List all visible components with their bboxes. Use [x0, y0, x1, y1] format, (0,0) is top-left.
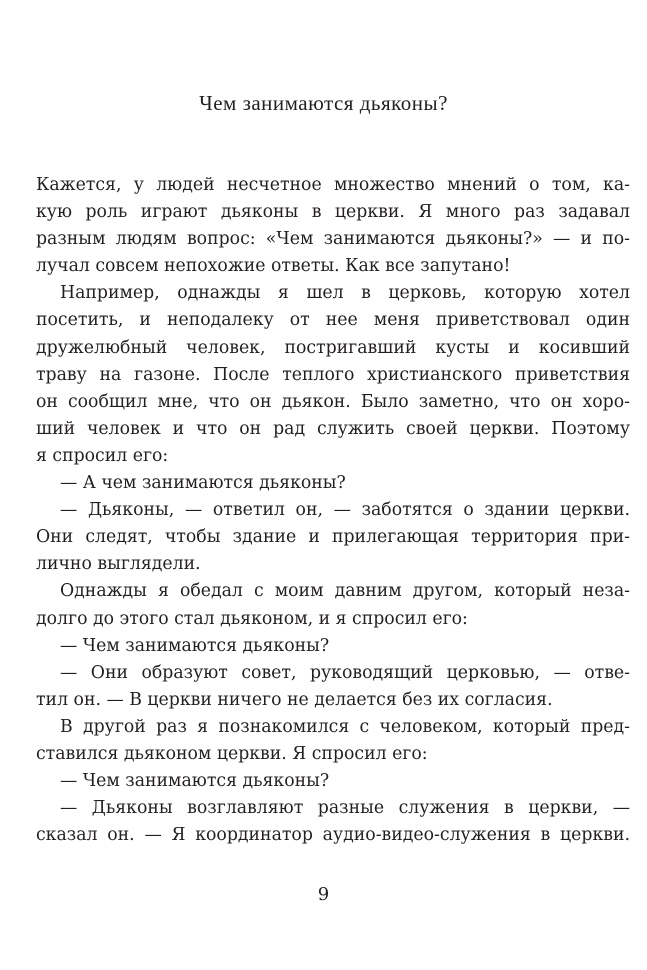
- text-line: сказал он. — Я координатор аудио-видео-служения в церкви.: [36, 825, 630, 846]
- text-line: — Дьяконы возглавляют разные служения в церкви, —: [60, 798, 630, 819]
- text-line: он сообщил мне, что он дьякон. Было заметно, что он хоро-: [36, 391, 630, 412]
- text-line: лично выглядели.: [36, 554, 201, 575]
- text-line: разным людям вопрос: «Чем занимаются дьяконы?» — и по-: [36, 229, 630, 250]
- text-line: — Чем занимаются дьяконы?: [60, 635, 330, 656]
- text-line: лучал совсем непохожие ответы. Как все запутано!: [36, 256, 511, 277]
- text-line: — Дьяконы, — ответил он, — заботятся о здании церкви.: [60, 500, 630, 521]
- text-line: траву на газоне. После теплого христианского приветствия: [36, 364, 630, 385]
- text-line: ставился дьяконом церкви. Я спросил его:: [36, 743, 428, 764]
- text-line: дружелюбный человек, постригавший кусты и косивший: [36, 337, 630, 358]
- text-line: кую роль играют дьяконы в церкви. Я много раз задавал: [36, 202, 630, 223]
- text-line: — Чем занимаются дьяконы?: [60, 771, 330, 792]
- body-text: [36, 172, 630, 849]
- page-number: 9: [317, 884, 330, 905]
- text-line: В другой раз я познакомился с человеком, который пред-: [60, 716, 630, 737]
- text-line: — А чем занимаются дьяконы?: [60, 473, 346, 494]
- chapter-title: Чем занимаются дьяконы?: [199, 91, 448, 115]
- text-line: — Они образуют совет, руководящий церковью, — отве-: [60, 662, 630, 683]
- text-line: долго до этого стал дьяконом, и я спросил его:: [36, 608, 468, 629]
- text-line: я спросил его:: [36, 445, 169, 466]
- text-line: тил он. — В церкви ничего не делается без их согласия.: [36, 689, 553, 710]
- text-line: Например, однажды я шел в церковь, которую хотел: [60, 283, 630, 304]
- text-line: посетить, и неподалеку от нее меня приветствовал один: [36, 310, 630, 331]
- text-line: ший человек и что он рад служить своей церкви. Поэтому: [36, 418, 630, 439]
- text-line: Однажды я обедал с моим давним другом, который неза-: [60, 581, 630, 602]
- text-line: Кажется, у людей несчетное множество мнений о том, ка-: [36, 175, 630, 195]
- text-line: Они следят, чтобы здание и прилегающая территория при-: [36, 527, 630, 548]
